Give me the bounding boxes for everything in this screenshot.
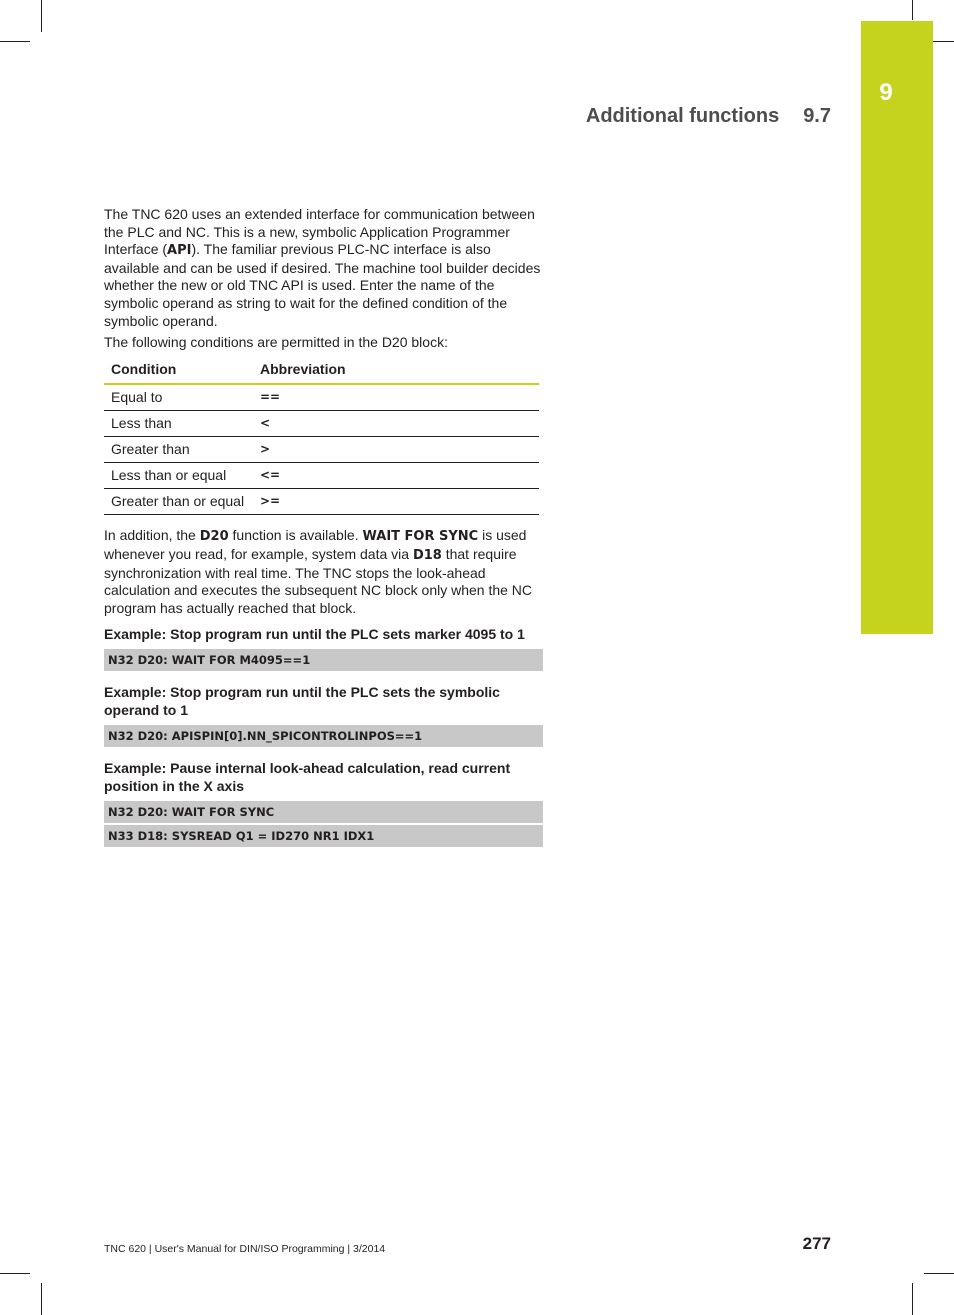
chapter-number: 9 bbox=[879, 79, 893, 106]
d18-keyword: D18 bbox=[412, 547, 442, 563]
api-keyword: API bbox=[167, 243, 192, 259]
example-title: Example: Pause internal look-ahead calculation, read current position in the X axis bbox=[104, 760, 511, 795]
condition-cell: Less than or equal bbox=[104, 463, 253, 489]
condition-cell: Greater than or equal bbox=[104, 489, 253, 515]
table-row bbox=[104, 384, 539, 411]
crop-mark bbox=[0, 41, 30, 42]
crop-mark bbox=[912, 0, 913, 20]
wait-for-sync-keyword: WAIT FOR SYNC bbox=[362, 529, 479, 545]
section-number: 9.7 bbox=[803, 105, 831, 127]
section-header bbox=[520, 103, 831, 129]
section-title: Additional functions bbox=[585, 105, 780, 127]
table-row bbox=[104, 411, 539, 437]
table-row bbox=[104, 489, 539, 515]
abbreviation-cell: > bbox=[253, 437, 539, 463]
crop-mark bbox=[0, 1273, 30, 1274]
abbreviation-cell: == bbox=[253, 384, 539, 411]
column-header-abbreviation: Abbreviation bbox=[253, 358, 539, 385]
addition-paragraph: In addition, the D20 function is available. WAIT FOR SYNC is used whenever you read, for example, system data via D18 that require synchronization with real time. The TNC stops the look-ahead calculation and executes the subsequent NC block only when the NC program has actually reached that block. bbox=[104, 527, 533, 616]
conditions-table bbox=[104, 358, 539, 516]
intro-paragraph: The TNC 620 uses an extended interface for communication between the PLC and NC. This is a new, symbolic Application Programmer Interface (API). The familiar previous PLC-NC interface is also available and can be used if desired. The machine tool builder decides whether the new or old TNC API is used. Enter the name of the symbolic operand as string to wait for the defined condition of the symbolic operand. bbox=[104, 206, 541, 329]
d20-keyword: D20 bbox=[199, 529, 229, 545]
footer-text: TNC 620 | User's Manual for DIN/ISO Programming | 3/2014 bbox=[104, 1243, 386, 1255]
code-line: N32 D20: APISPIN[0].NN_SPICONTROLINPOS==1 bbox=[104, 725, 543, 747]
abbreviation-cell: >= bbox=[253, 489, 539, 515]
crop-mark bbox=[924, 1273, 954, 1274]
abbreviation-cell: < bbox=[253, 411, 539, 437]
crop-mark bbox=[912, 1283, 913, 1315]
code-line: N32 D20: WAIT FOR M4095==1 bbox=[104, 649, 543, 671]
main-content bbox=[104, 206, 543, 849]
conditions-intro: The following conditions are permitted in the D20 block: bbox=[104, 334, 448, 351]
condition-cell: Equal to bbox=[104, 384, 253, 411]
table-header-row bbox=[104, 358, 539, 385]
abbreviation-cell: <= bbox=[253, 463, 539, 489]
example-title: Example: Stop program run until the PLC sets marker 4095 to 1 bbox=[104, 626, 525, 643]
example-title: Example: Stop program run until the PLC sets the symbolic operand to 1 bbox=[104, 684, 500, 719]
table-row bbox=[104, 463, 539, 489]
page-number: 277 bbox=[802, 1234, 831, 1253]
condition-cell: Greater than bbox=[104, 437, 253, 463]
code-line: N32 D20: WAIT FOR SYNC bbox=[104, 801, 543, 823]
crop-mark bbox=[41, 1283, 42, 1315]
crop-mark bbox=[41, 0, 42, 32]
column-header-condition: Condition bbox=[104, 358, 253, 385]
condition-cell: Less than bbox=[104, 411, 253, 437]
code-line: N33 D18: SYSREAD Q1 = ID270 NR1 IDX1 bbox=[104, 825, 543, 847]
chapter-tab bbox=[861, 21, 933, 634]
table-row bbox=[104, 437, 539, 463]
